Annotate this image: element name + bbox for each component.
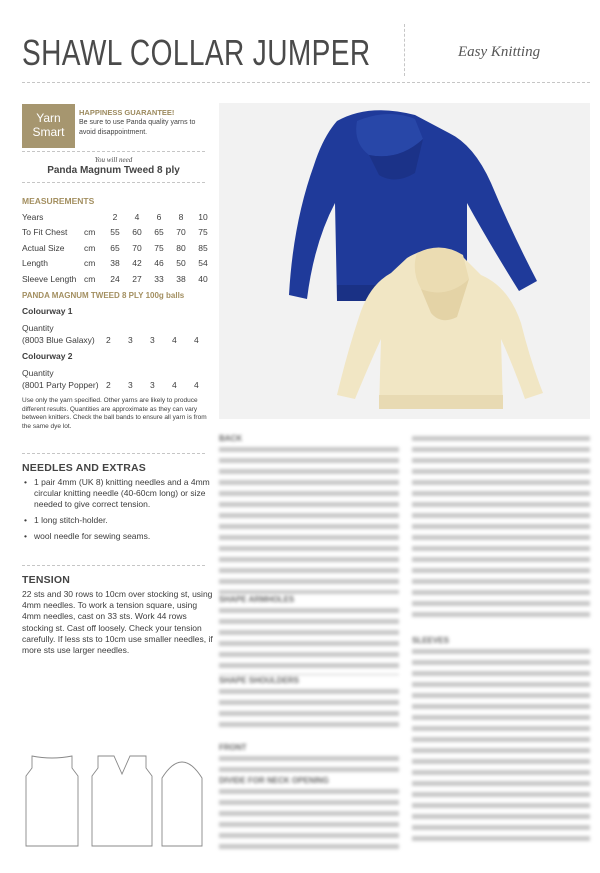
instructions-column-2: [412, 433, 590, 846]
measurement-unit: cm: [84, 258, 96, 269]
measurement-value: 10: [198, 211, 208, 222]
measurement-value: 70: [132, 242, 142, 253]
back-schematic: [26, 756, 78, 846]
measurement-label: Actual Size: [22, 242, 65, 253]
quantity-value: 3: [128, 335, 133, 345]
guarantee-title: HAPPINESS GUARANTEE!: [79, 108, 175, 117]
measurement-row: [22, 256, 214, 272]
measurement-value: 4: [134, 211, 140, 222]
measurement-value: 40: [198, 273, 208, 284]
yarn-smart-badge: [22, 104, 75, 148]
measurement-value: 38: [110, 258, 120, 269]
measurement-value: 24: [110, 273, 120, 284]
measurement-label: Length: [22, 258, 48, 269]
measurement-value: 2: [112, 211, 118, 222]
front-schematic: [92, 756, 152, 846]
colourway-1-label: Colourway 1: [22, 306, 73, 316]
measurement-row: [22, 271, 214, 287]
quantity-label: Quantity: [22, 368, 54, 378]
garment-schematic: [22, 748, 212, 848]
header-divider: [404, 24, 405, 76]
needles-heading: NEEDLES AND EXTRAS: [22, 462, 146, 474]
quantity-value: 4: [194, 335, 199, 345]
guarantee-text: Be sure to use Panda quality yarns to avoid disappointment.: [79, 119, 196, 136]
measurement-value: 65: [110, 242, 120, 253]
measurement-row: [22, 209, 214, 225]
measurement-value: 33: [154, 273, 164, 284]
colourway-1-name: (8003 Blue Galaxy): [22, 335, 95, 345]
measurement-value: 8: [178, 211, 184, 222]
measurement-value: 60: [132, 227, 142, 238]
header-rule: [22, 82, 590, 83]
product-photo: [219, 103, 590, 419]
shoulders-heading: SHAPE SHOULDERS: [219, 676, 300, 685]
badge-line-1: Yarn: [36, 111, 61, 125]
colourway-2-label: Colourway 2: [22, 351, 73, 361]
measurement-value: 85: [198, 242, 208, 253]
measurement-unit: cm: [84, 227, 96, 238]
measurement-unit: cm: [84, 273, 96, 284]
page-title: SHAWL COLLAR JUMPER: [22, 32, 371, 73]
measurement-value: 27: [132, 273, 142, 284]
measurement-label: To Fit Chest: [22, 227, 68, 238]
jumpers-illustration: [219, 103, 590, 419]
divider: [22, 151, 205, 152]
measurement-value: 65: [154, 227, 164, 238]
back-heading: BACK: [219, 434, 243, 443]
needles-list: [22, 477, 224, 547]
measurement-value: 42: [132, 258, 142, 269]
quantity-value: 3: [150, 380, 155, 390]
divider: [22, 182, 205, 183]
measurement-value: 50: [176, 258, 186, 269]
yarn-name: Panda Magnum Tweed 8 ply: [47, 165, 180, 176]
measurement-value: 55: [110, 227, 120, 238]
neck-heading: DIVIDE FOR NECK OPENING: [219, 776, 329, 785]
instructions-column-1: [219, 433, 399, 852]
front-heading: FRONT: [219, 743, 247, 752]
yarn-note: Use only the yarn specified. Other yarns are likely to produce different results. Quantities are approximate as they can vary between knitters. Check the ball bands to ensure all yarn is from the same dye lot.: [22, 397, 207, 430]
quantity-value: 3: [128, 380, 133, 390]
measurement-row: [22, 225, 214, 241]
divider: [22, 565, 205, 566]
you-will-need-label: You will need: [94, 156, 133, 164]
measurement-unit: [84, 209, 104, 225]
colourway-2-name: (8001 Party Popper): [22, 380, 99, 390]
measurement-value: 6: [156, 211, 162, 222]
measurement-value: 38: [176, 273, 186, 284]
measurement-value: 75: [198, 227, 208, 238]
quantity-value: 4: [194, 380, 199, 390]
measurement-unit: cm: [84, 242, 96, 253]
list-item: • 1 pair 4mm (UK 8) knitting needles and a 4mm circular knitting needle (40-60cm long) or size needed to give correct tension.: [34, 477, 224, 510]
badge-line-2: Smart: [32, 125, 65, 139]
measurement-row: [22, 240, 214, 256]
measurement-value: 46: [154, 258, 164, 269]
measurement-label: Sleeve Length: [22, 273, 77, 284]
quantity-value: 4: [172, 335, 177, 345]
quantity-value: 2: [106, 380, 111, 390]
balls-heading: PANDA MAGNUM TWEED 8 PLY 100g balls: [22, 291, 185, 300]
colourway-1-quantity-row: [22, 335, 212, 347]
page-subtitle: Easy Knitting: [458, 44, 541, 60]
sleeve-schematic: [162, 762, 202, 846]
measurement-value: 80: [176, 242, 186, 253]
measurement-value: 70: [176, 227, 186, 238]
quantity-label: Quantity: [22, 323, 54, 333]
quantity-value: 4: [172, 380, 177, 390]
quantity-value: 2: [106, 335, 111, 345]
armholes-heading: SHAPE ARMHOLES: [219, 595, 295, 604]
measurement-label: Years: [22, 211, 44, 222]
measurement-value: 54: [198, 258, 208, 269]
measurement-value: 75: [154, 242, 164, 253]
tension-heading: TENSION: [22, 574, 71, 586]
list-item: • wool needle for sewing seams.: [34, 531, 224, 542]
colourway-2-quantity-row: [22, 380, 212, 392]
divider: [22, 453, 205, 454]
sleeves-heading: SLEEVES: [412, 636, 449, 645]
list-item: • 1 long stitch-holder.: [34, 515, 224, 526]
quantity-value: 3: [150, 335, 155, 345]
measurements-heading: MEASUREMENTS: [22, 196, 95, 206]
tension-text: 22 sts and 30 rows to 10cm over stocking st, using 4mm needles. To work a tension square, using 4mm needles, cast on 33 sts. Work 44 rows stocking st. Cast off loosely. Check your tension carefully. If less sts to 10cm use smaller needles, if more sts use larger needles.: [22, 589, 213, 656]
measurements-table: [22, 209, 214, 287]
